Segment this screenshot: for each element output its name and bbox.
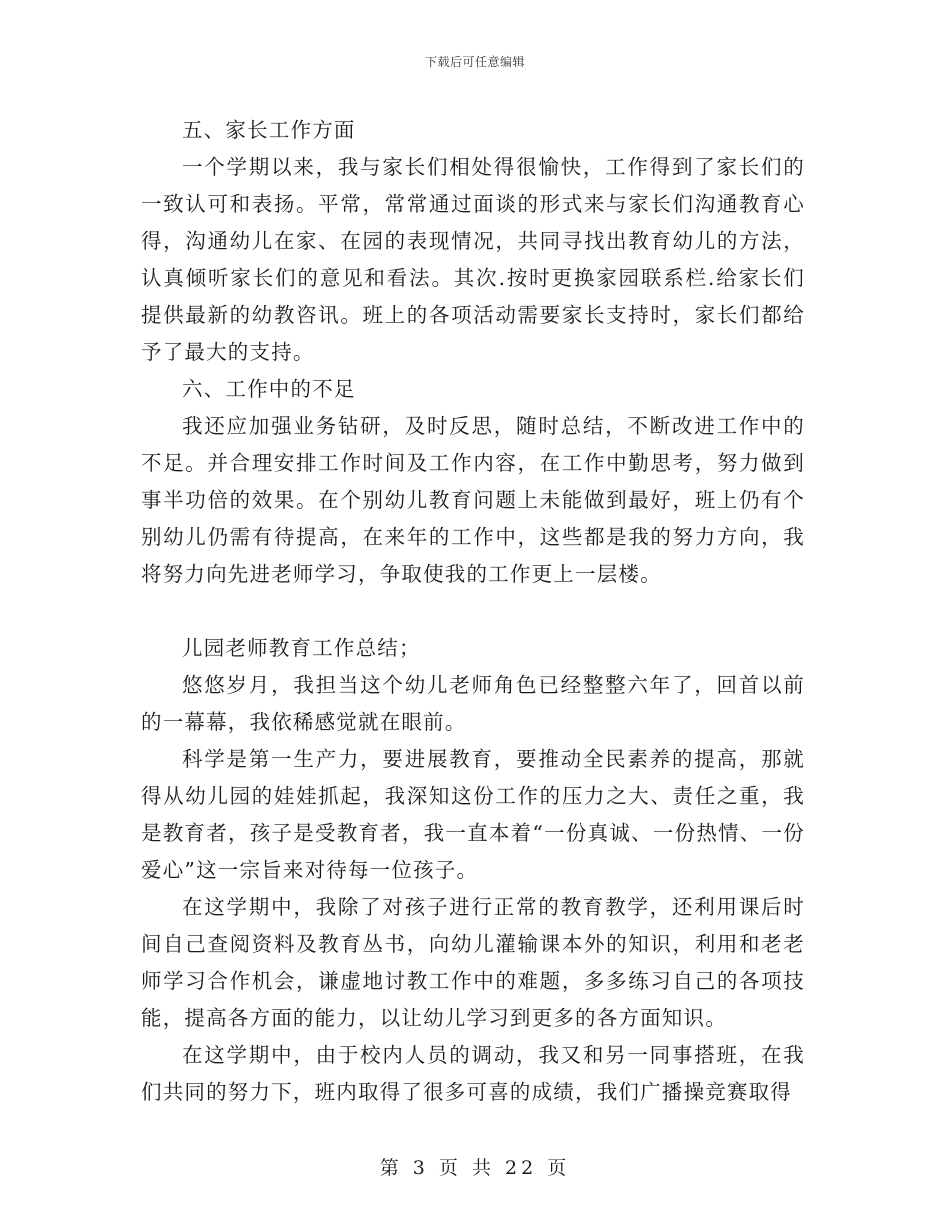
paragraph-science: 科学是第一生产力，要进展教育，要推动全民素养的提高，那就得从幼儿园的娃娃抓起，我深知这份工作的压力之大、责任之重，我是教育者，孩子是受教育者，我一直本着“一份真诚、一份热情、一份爱心”这一宗旨来对待每一位孩子。 bbox=[141, 747, 805, 882]
paragraph-shortcomings: 我还应加强业务钻研，及时反思，随时总结，不断改进工作中的不足。并合理安排工作时间及工作内容，在工作中勤思考，努力做到事半功倍的效果。在个别幼儿教育问题上未能做到最好，班上仍有个别幼儿仍需有待提高，在来年的工作中，这些都是我的努力方向，我将努力向先进老师学习，争取使我的工作更上一层楼。 bbox=[141, 414, 805, 586]
page-header: 下载后可任意编辑 bbox=[424, 55, 525, 69]
paragraph-parent-work: 一个学期以来，我与家长们相处得很愉快，工作得到了家长们的一致认可和表扬。平常，常常通过面谈的形式来与家长们沟通教育心得，沟通幼儿在家、在园的表现情况，共同寻找出教育幼儿的方法，认真倾听家长们的意见和看法。其次.按时更换家园联系栏.给家长们提供最新的幼教咨讯。班上的各项活动需要家长支持时，家长们都给予了最大的支持。 bbox=[141, 155, 805, 364]
paragraph-years: 悠悠岁月，我担当这个幼儿老师角色已经整整六年了，回首以前的一幕幕，我依稀感觉就在眼前。 bbox=[141, 673, 805, 734]
section-heading-shortcomings: 六、工作中的不足 bbox=[182, 377, 356, 401]
paragraph-gap bbox=[141, 593, 805, 630]
document-body bbox=[141, 112, 805, 1111]
page-number: 第 3 页 共 22 页 bbox=[379, 1157, 571, 1179]
paragraph-semester-colleague: 在这学期中，由于校内人员的调动，我又和另一同事搭班，在我们共同的努力下，班内取得了很多可喜的成绩，我们广播操竞赛取得 bbox=[141, 1043, 805, 1104]
paragraph-semester-study: 在这学期中，我除了对孩子进行正常的教育教学，还利用课后时间自己查阅资料及教育丛书，向幼儿灌输课本外的知识，利用和老老师学习合作机会，谦虚地讨教工作中的难题，多多练习自己的各项技能，提高各方面的能力，以让幼儿学习到更多的各方面知识。 bbox=[141, 895, 805, 1030]
section-heading-parent-work: 五、家长工作方面 bbox=[182, 118, 356, 142]
section-title-teacher-summary: 儿园老师教育工作总结； bbox=[182, 636, 421, 660]
